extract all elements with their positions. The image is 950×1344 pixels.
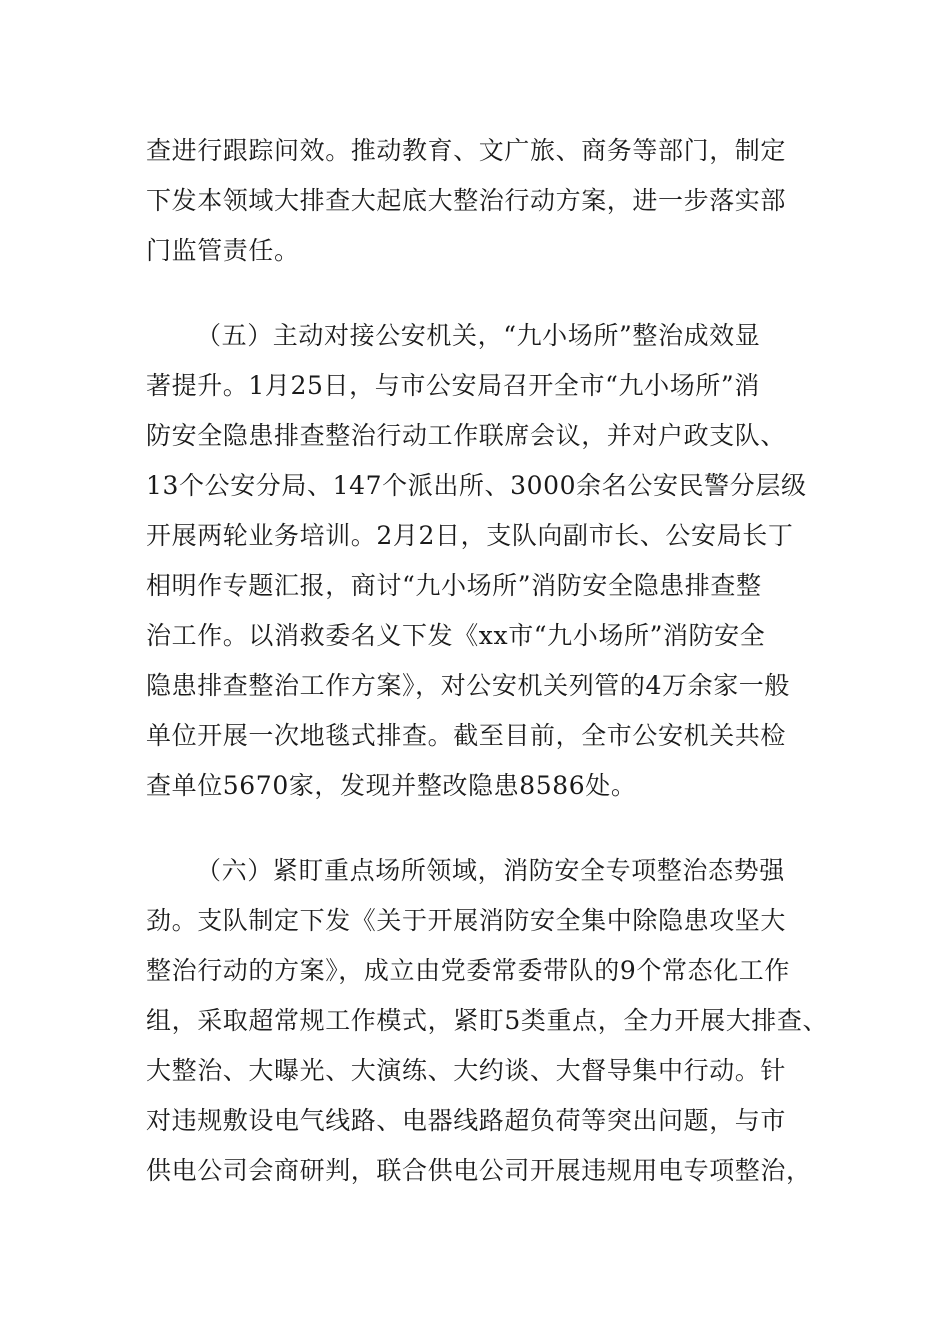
text-line-3: 门监管责任。 — [146, 236, 300, 265]
text-line-10: 治工作。以消救委名义下发《xx市“九小场所”消防安全 — [146, 621, 766, 650]
section-six-heading: （六）紧盯重点场所领域，消防安全专项整治态势强 — [196, 856, 785, 885]
text-line-2: 下发本领域大排查大起底大整治行动方案，进一步落实部 — [146, 186, 787, 215]
section-five-heading: （五）主动对接公安机关，“九小场所”整治成效显 — [196, 321, 761, 350]
text-line-5: 著提升。1月25日，与市公安局召开全市“九小场所”消 — [146, 371, 760, 400]
text-line-6: 防安全隐患排查整治行动工作联席会议，并对户政支队、 — [146, 421, 787, 450]
text-line-17: 组，采取超常规工作模式，紧盯5类重点，全力开展大排查、 — [146, 1006, 829, 1035]
text-line-20: 供电公司会商研判，联合供电公司开展违规用电专项整治， — [146, 1156, 812, 1185]
text-line-13: 查单位5670家，发现并整改隐患8586处。 — [146, 771, 637, 800]
text-line-16: 整治行动的方案》，成立由党委常委带队的9个常态化工作 — [146, 956, 791, 985]
text-line-1: 查进行跟踪问效。推动教育、文广旅、商务等部门，制定 — [146, 136, 787, 165]
text-line-12: 单位开展一次地毯式排查。截至目前，全市公安机关共检 — [146, 721, 787, 750]
text-line-18: 大整治、大曝光、大演练、大约谈、大督导集中行动。针 — [146, 1056, 787, 1085]
text-line-8: 开展两轮业务培训。2月2日，支队向副市长、公安局长丁 — [146, 521, 794, 550]
text-line-19: 对违规敷设电气线路、电器线路超负荷等突出问题，与市 — [146, 1106, 787, 1135]
text-line-7: 13个公安分局、147个派出所、3000余名公安民警分层级 — [146, 471, 807, 500]
text-line-9: 相明作专题汇报，商讨“九小场所”消防安全隐患排查整 — [146, 571, 762, 600]
text-line-15: 劲。支队制定下发《关于开展消防安全集中除隐患攻坚大 — [146, 906, 787, 935]
text-line-11: 隐患排查整治工作方案》，对公安机关列管的4万余家一般 — [146, 671, 791, 700]
